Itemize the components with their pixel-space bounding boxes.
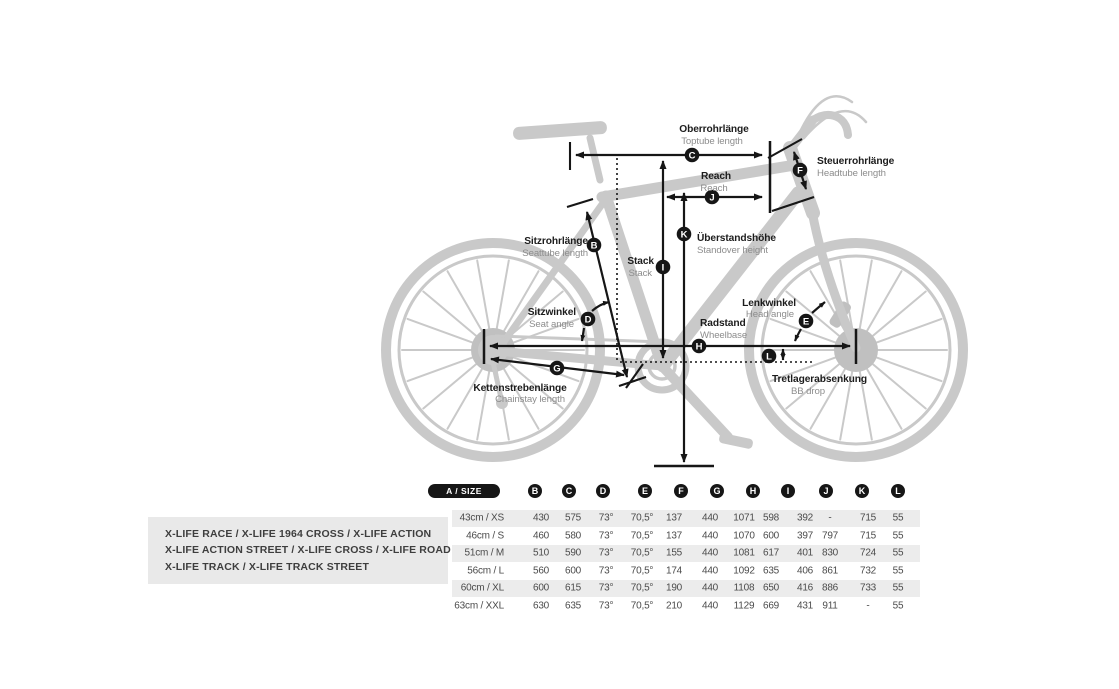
value-cell: -	[866, 600, 870, 612]
value-cell: 73°	[598, 512, 614, 524]
value-cell: 440	[701, 565, 719, 577]
value-cell: 598	[762, 512, 780, 524]
label-standover-en: Standover height	[697, 245, 768, 256]
svg-text:E: E	[802, 316, 810, 328]
label-chainstay-en: Chainstay length	[495, 394, 565, 405]
value-cell: 190	[665, 582, 683, 594]
column-letter-J: J	[819, 484, 833, 498]
value-cell: 440	[701, 530, 719, 542]
label-seattube-en: Seattube length	[522, 248, 588, 259]
column-letter-L: L	[891, 484, 905, 498]
value-cell: 55	[892, 547, 904, 559]
model-list-panel	[148, 517, 451, 584]
value-cell: 630	[532, 600, 550, 612]
value-cell: 430	[532, 512, 550, 524]
value-cell: 600	[532, 582, 550, 594]
table-row-m	[452, 545, 920, 563]
bike-silhouette	[386, 96, 963, 457]
label-stack-en: Stack	[628, 268, 652, 279]
value-cell: 600	[564, 565, 582, 577]
spoke	[408, 355, 480, 381]
svg-text:B: B	[590, 240, 598, 252]
value-cell: 431	[796, 600, 814, 612]
value-cell: 70,5°	[630, 565, 654, 577]
spoke	[869, 319, 941, 345]
value-cell: 73°	[598, 582, 614, 594]
svg-text:C: C	[688, 150, 696, 162]
svg-text:L: L	[766, 351, 772, 363]
column-letter-H: H	[746, 484, 760, 498]
value-cell: 617	[762, 547, 780, 559]
value-cell: 580	[564, 530, 582, 542]
value-cell: 155	[665, 547, 683, 559]
value-cell: 460	[532, 530, 550, 542]
badge-bb-drop	[762, 349, 777, 364]
svg-text:J: J	[709, 192, 715, 204]
value-cell: 635	[564, 600, 582, 612]
value-cell: 600	[762, 530, 780, 542]
column-letter-I: I	[781, 484, 795, 498]
label-stack-de: Stack	[627, 256, 654, 267]
value-cell: -	[828, 512, 832, 524]
size-cell: 56cm / L	[467, 565, 504, 577]
value-cell: 715	[859, 512, 877, 524]
value-cell: 137	[665, 530, 683, 542]
column-letter-D: D	[596, 484, 610, 498]
value-cell: 73°	[598, 600, 614, 612]
value-cell: 861	[821, 565, 839, 577]
value-cell: 830	[821, 547, 839, 559]
spoke	[408, 319, 480, 345]
label-wheelbase-en: Wheelbase	[700, 330, 748, 341]
value-cell: 886	[821, 582, 839, 594]
size-cell: 63cm / XXL	[454, 600, 504, 612]
value-cell: 70,5°	[630, 547, 654, 559]
label-bb-drop-en: BB drop	[791, 386, 825, 397]
size-cell: 46cm / S	[466, 530, 504, 542]
badge-seat-angle	[581, 312, 596, 327]
value-cell: 70,5°	[630, 582, 654, 594]
label-head-angle-de: Lenkwinkel	[742, 298, 796, 309]
label-seat-angle-de: Sitzwinkel	[527, 307, 576, 318]
value-cell: 911	[822, 600, 838, 612]
badge-stack	[656, 260, 671, 275]
label-toptube-de: Oberrohrlänge	[679, 124, 749, 135]
value-cell: 797	[821, 530, 839, 542]
value-cell: 440	[701, 600, 719, 612]
value-cell: 73°	[598, 565, 614, 577]
value-cell: 73°	[598, 530, 614, 542]
value-cell: 510	[532, 547, 550, 559]
head-angle-arrow-up	[812, 302, 825, 313]
value-cell: 635	[762, 565, 780, 577]
value-cell: 440	[701, 512, 719, 524]
value-cell: 70,5°	[630, 512, 654, 524]
svg-text:I: I	[661, 262, 665, 274]
value-cell: 1129	[733, 600, 755, 612]
svg-text:F: F	[797, 165, 803, 177]
label-head-angle-en: Head angle	[745, 309, 794, 320]
model-line: X-LIFE RACE / X-LIFE 1964 CROSS / X-LIFE ACTION	[165, 527, 432, 540]
value-cell: 1081	[733, 547, 755, 559]
value-cell: 724	[859, 547, 877, 559]
column-letter-E: E	[638, 484, 652, 498]
label-seattube-de: Sitzrohrlänge	[524, 236, 588, 247]
value-cell: 73°	[598, 547, 614, 559]
value-cell: 55	[892, 512, 904, 524]
svg-text:K: K	[680, 229, 688, 241]
value-cell: 1070	[733, 530, 755, 542]
fork	[812, 211, 856, 348]
badge-head-angle	[799, 314, 814, 329]
value-cell: 575	[564, 512, 582, 524]
label-reach-de: Reach	[700, 171, 732, 182]
column-letter-K: K	[855, 484, 869, 498]
value-cell: 650	[762, 582, 780, 594]
value-cell: 55	[892, 600, 904, 612]
label-wheelbase-de: Radstand	[700, 318, 746, 329]
label-headtube-de: Steuerrohrlänge	[817, 156, 895, 167]
value-cell: 401	[796, 547, 814, 559]
value-cell: 560	[532, 565, 550, 577]
value-cell: 210	[665, 600, 683, 612]
table-row-xl	[452, 580, 920, 598]
spoke	[869, 355, 941, 381]
table-row-xs	[452, 510, 920, 528]
value-cell: 406	[796, 565, 814, 577]
table-row-l	[452, 562, 920, 580]
value-cell: 615	[564, 582, 582, 594]
badge-seattube	[587, 238, 602, 253]
column-letter-C: C	[562, 484, 576, 498]
value-cell: 392	[796, 512, 814, 524]
column-letter-B: B	[528, 484, 542, 498]
value-cell: 1092	[733, 565, 755, 577]
size-cell: 60cm / XL	[460, 582, 504, 594]
svg-text:G: G	[553, 363, 561, 375]
badge-headtube	[793, 163, 808, 178]
size-header-pill: A / SIZE	[428, 484, 500, 498]
column-letter-G: G	[710, 484, 724, 498]
column-letter-F: F	[674, 484, 688, 498]
label-seat-angle-en: Seat angle	[529, 319, 574, 330]
value-cell: 1071	[733, 512, 755, 524]
value-cell: 440	[701, 582, 719, 594]
size-cell: 43cm / XS	[459, 512, 504, 524]
label-toptube-en: Toptube length	[681, 136, 743, 147]
value-cell: 669	[762, 600, 780, 612]
value-cell: 733	[859, 582, 877, 594]
model-line: X-LIFE ACTION STREET / X-LIFE CROSS / X-LIFE ROAD	[165, 544, 451, 557]
value-cell: 174	[665, 565, 683, 577]
label-standover-de: Überstandshöhe	[697, 233, 776, 244]
value-cell: 70,5°	[630, 600, 654, 612]
top-tube	[602, 166, 789, 197]
value-cell: 732	[859, 565, 877, 577]
value-cell: 715	[859, 530, 877, 542]
seatpost	[590, 138, 600, 180]
table-row-xxl	[452, 597, 920, 615]
svg-text:H: H	[695, 341, 703, 353]
value-cell: 440	[701, 547, 719, 559]
table-row-s	[452, 527, 920, 545]
value-cell: 590	[564, 547, 582, 559]
crank-arm	[662, 366, 728, 437]
value-cell: 416	[796, 582, 814, 594]
label-reach-en: Reach	[700, 183, 728, 194]
label-bb-drop-de: Tretlagerabsenkung	[772, 374, 868, 385]
badge-chainstay	[550, 361, 565, 376]
badge-standover	[677, 227, 692, 242]
value-cell: 70,5°	[630, 530, 654, 542]
badge-toptube	[685, 148, 700, 163]
model-line: X-LIFE TRACK / X-LIFE TRACK STREET	[165, 560, 370, 573]
svg-text:D: D	[584, 314, 592, 326]
value-cell: 397	[796, 530, 814, 542]
label-chainstay-de: Kettenstrebenlänge	[473, 383, 567, 394]
pedal	[718, 433, 753, 450]
head-angle-arrow-down	[795, 329, 801, 341]
value-cell: 137	[665, 512, 683, 524]
value-cell: 1108	[733, 582, 755, 594]
value-cell: 55	[892, 582, 904, 594]
value-cell: 55	[892, 565, 904, 577]
size-cell: 51cm / M	[464, 547, 504, 559]
label-headtube-en: Headtube length	[817, 168, 886, 179]
value-cell: 55	[892, 530, 904, 542]
